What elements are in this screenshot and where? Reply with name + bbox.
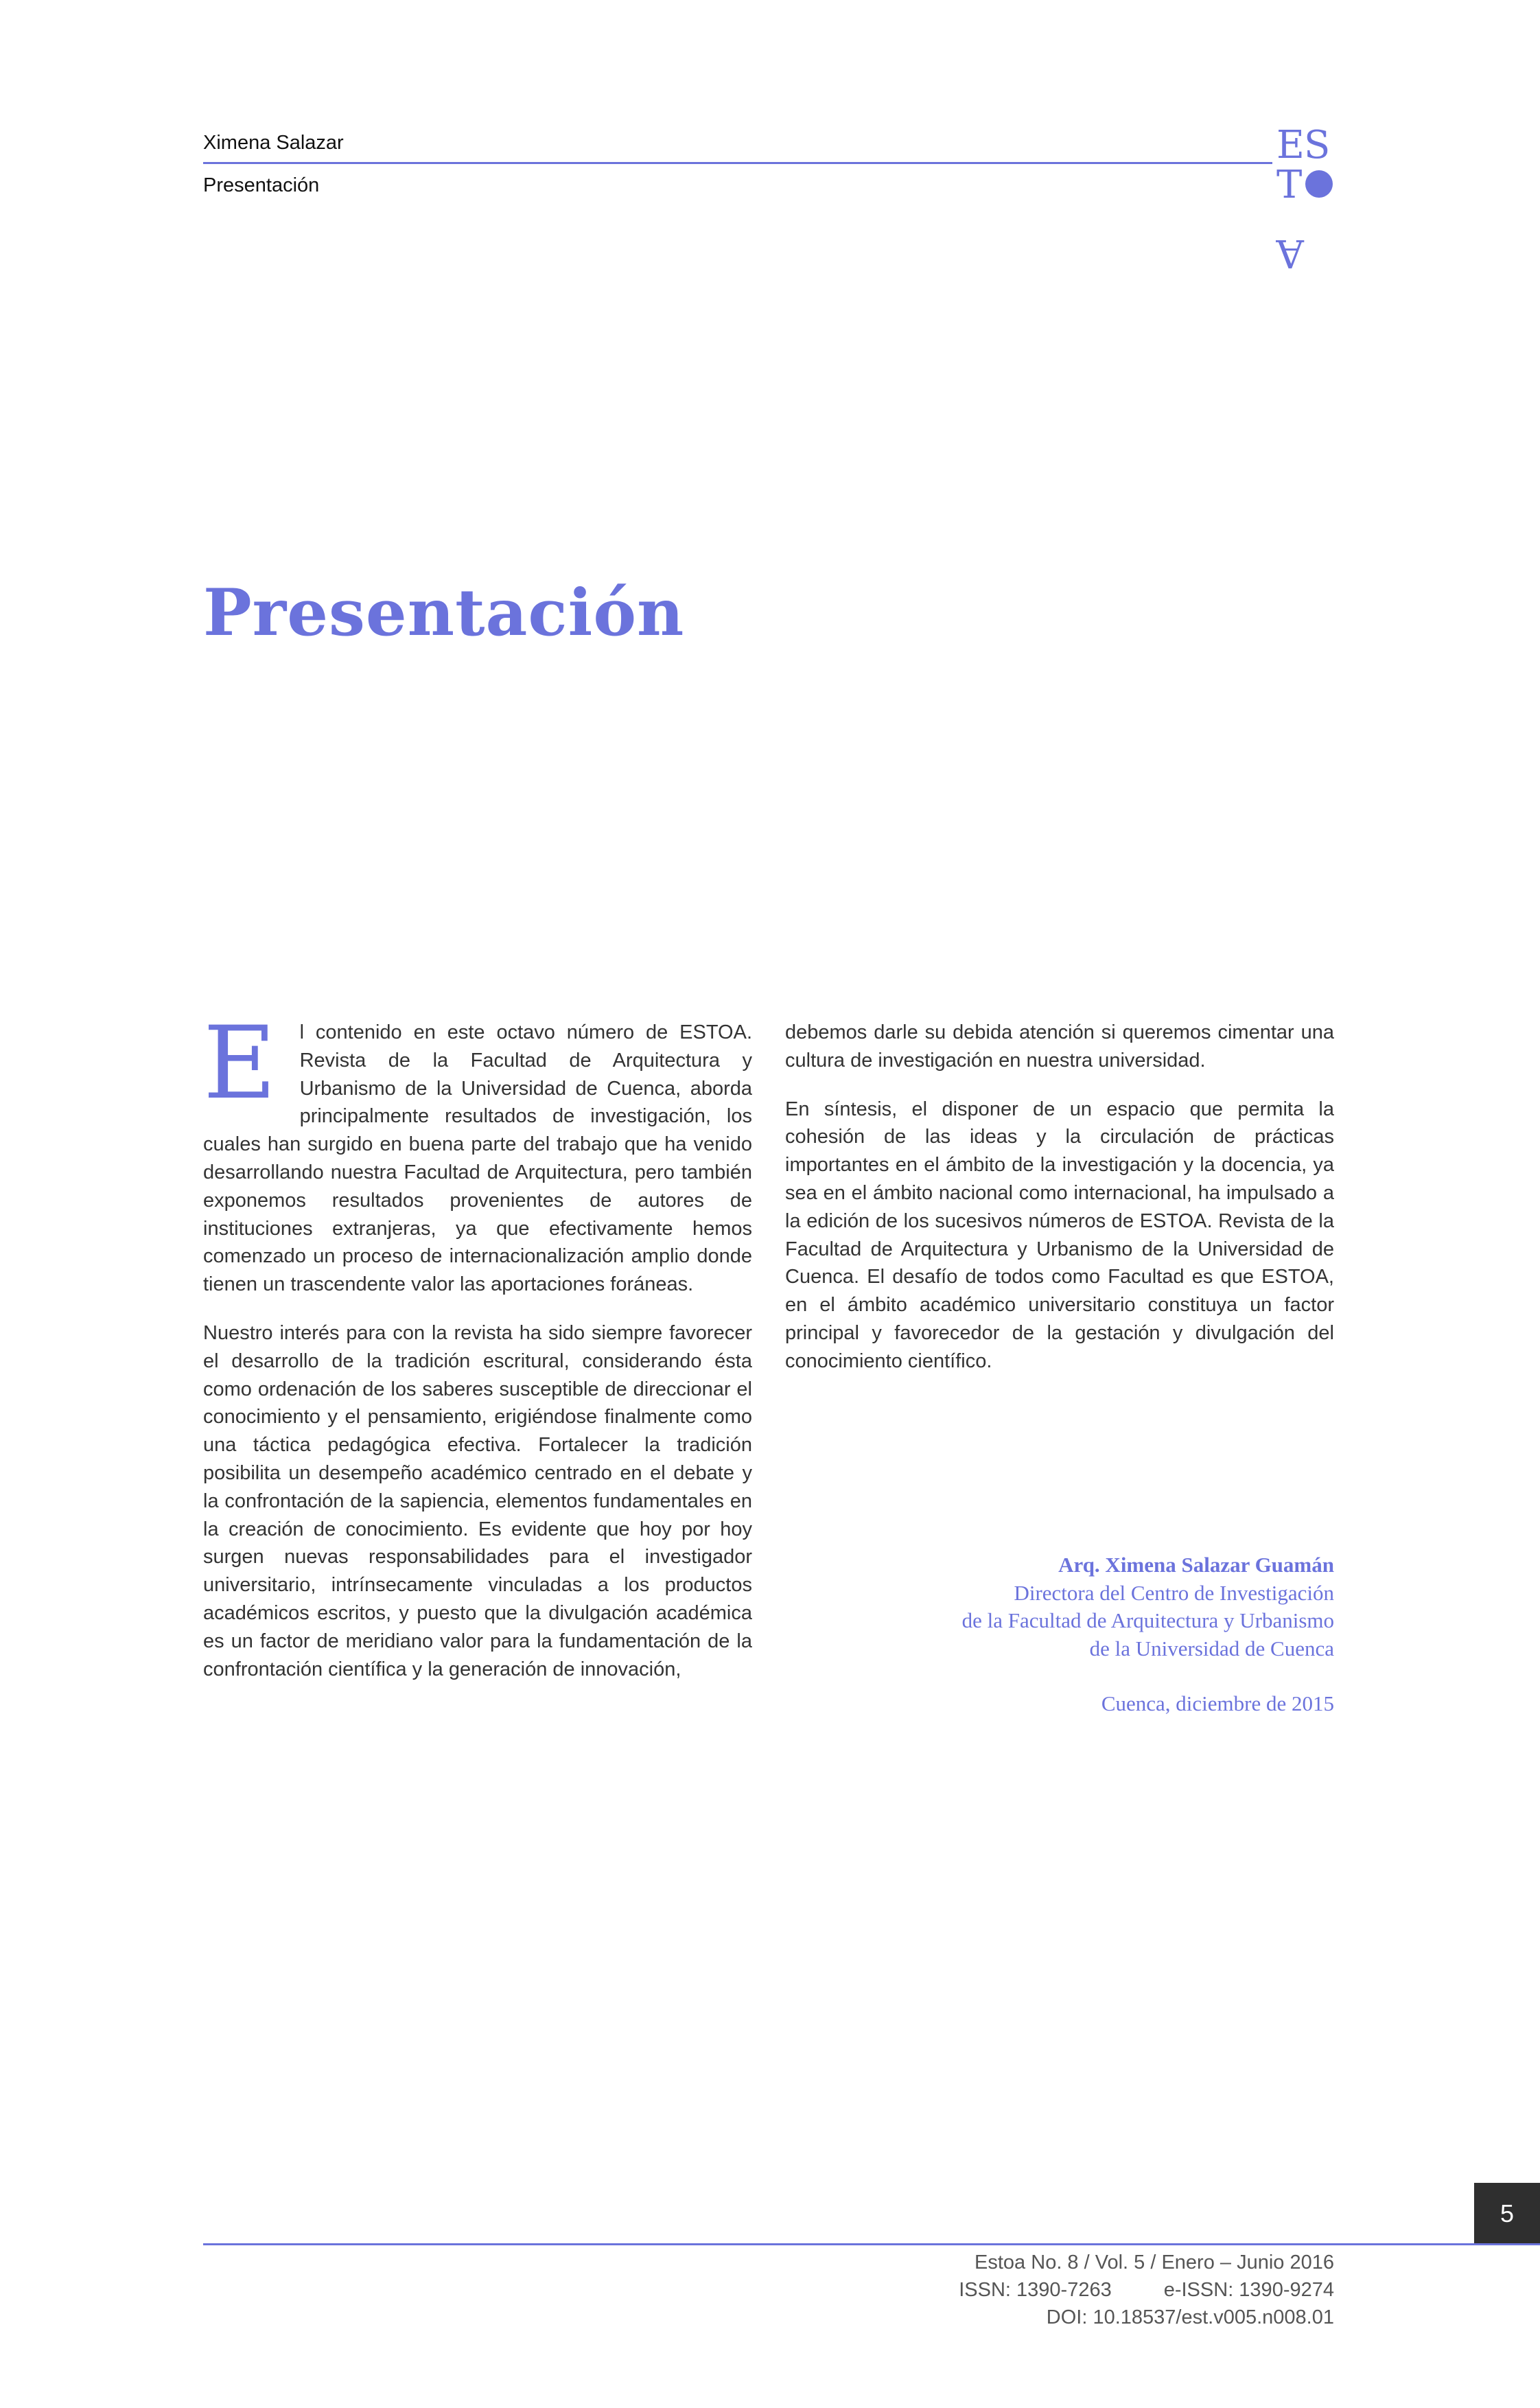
footer-rule xyxy=(203,2243,1540,2245)
signature-line-2: de la Facultad de Arquitectura y Urbanismo xyxy=(961,1608,1334,1632)
left-paragraph-1-text: l contenido en este octavo número de ESTOA. Revista de la Facultad de Arquitectura y Urbanismo de la Universidad de Cuenca, aborda principalmente resultados de investigación, los cuales han surgido en buena parte del trabajo que ha venido desarrollando nuestra Facultad de Arquitectura, pero también exponemos resultados provenientes de autores de instituciones extranjeras, ya que efectivamente hemos comenzado un proceso de internacionalización amplio donde tienen un trascendente valor las aportaciones foráneas. xyxy=(203,1021,752,1296)
logo-letter-t: T xyxy=(1276,163,1303,207)
signature-block xyxy=(785,1551,1334,1718)
estoa-logo xyxy=(1276,123,1338,275)
article-left-column xyxy=(203,1005,752,1704)
left-paragraph-2: Nuestro interés para con la revista ha sido siempre favorecer el desarrollo de la tradición escritural, considerando ésta como ordenación de los saberes susceptible de direccionar el conocimiento y el pensamiento, erigiéndose finalmente como una táctica pedagógica efectiva. Fortalecer la tradición posibilita un desempeño académico centrado en el debate y la confrontación de la sapiencia, elementos fundamentales en la creación de conocimiento. Es evidente que hoy por hoy surgen nuevas responsabilidades para el investigador universitario, intrínsecamente vinculadas a los productos académicos escritos, y puesto que la divulgación académica es un factor de meridiano valor para la fundamentación de la confrontación científica y la generación de innovación, xyxy=(203,1321,752,1680)
footer-issn-row xyxy=(785,2276,1334,2304)
header-rule xyxy=(203,162,1272,164)
right-paragraph-2: En síntesis, el disponer de un espacio que permita la cohesión de las ideas y la circulación de prácticas importantes en el ámbito de la investigación y la docencia, ya sea en el ámbito nacional como internacional, ha impulsado a la edición de los sucesivos números de ESTOA. Revista de la Facultad de Arquitectura y Urbanismo de la Universidad de Cuenca. El desafío de todos como Facultad es que ESTOA, en el ámbito académico universitario constituya un factor principal y favorecedor de la gestación y divulgación del conocimiento científico. xyxy=(785,1098,1334,1372)
article-right-column xyxy=(785,1019,1334,1396)
logo-letter-s: S xyxy=(1304,123,1331,167)
header-section: Presentación xyxy=(203,174,320,196)
logo-letter-a: A xyxy=(1276,231,1304,275)
left-paragraph-1 xyxy=(203,1005,752,1299)
signature-line-3: de la Universidad de Cuenca xyxy=(1089,1636,1334,1660)
page-title: Presentación xyxy=(203,575,685,651)
drop-cap: E xyxy=(203,1005,277,1122)
logo-letter-o xyxy=(1305,170,1333,198)
logo-letter-e: E xyxy=(1276,123,1305,167)
signature-date: Cuenca, diciembre de 2015 xyxy=(1101,1691,1334,1715)
footer-issn: ISSN: 1390-7263 xyxy=(959,2279,1112,2301)
footer-doi: DOI: 10.18537/est.v005.n008.01 xyxy=(1046,2306,1334,2328)
signature-name: Arq. Ximena Salazar Guamán xyxy=(1058,1553,1334,1577)
footer-eissn: e-ISSN: 1390-9274 xyxy=(1163,2279,1334,2301)
page-number: 5 xyxy=(1474,2183,1540,2245)
right-paragraph-1: debemos darle su debida atención si queremos cimentar una cultura de investigación en nuestra universidad. xyxy=(785,1021,1334,1072)
signature-line-1: Directora del Centro de Investigación xyxy=(1014,1580,1334,1605)
footer xyxy=(785,2249,1334,2331)
header-author: Ximena Salazar xyxy=(203,132,344,154)
footer-journal: Estoa No. 8 / Vol. 5 / Enero – Junio 2016 xyxy=(975,2251,1334,2273)
